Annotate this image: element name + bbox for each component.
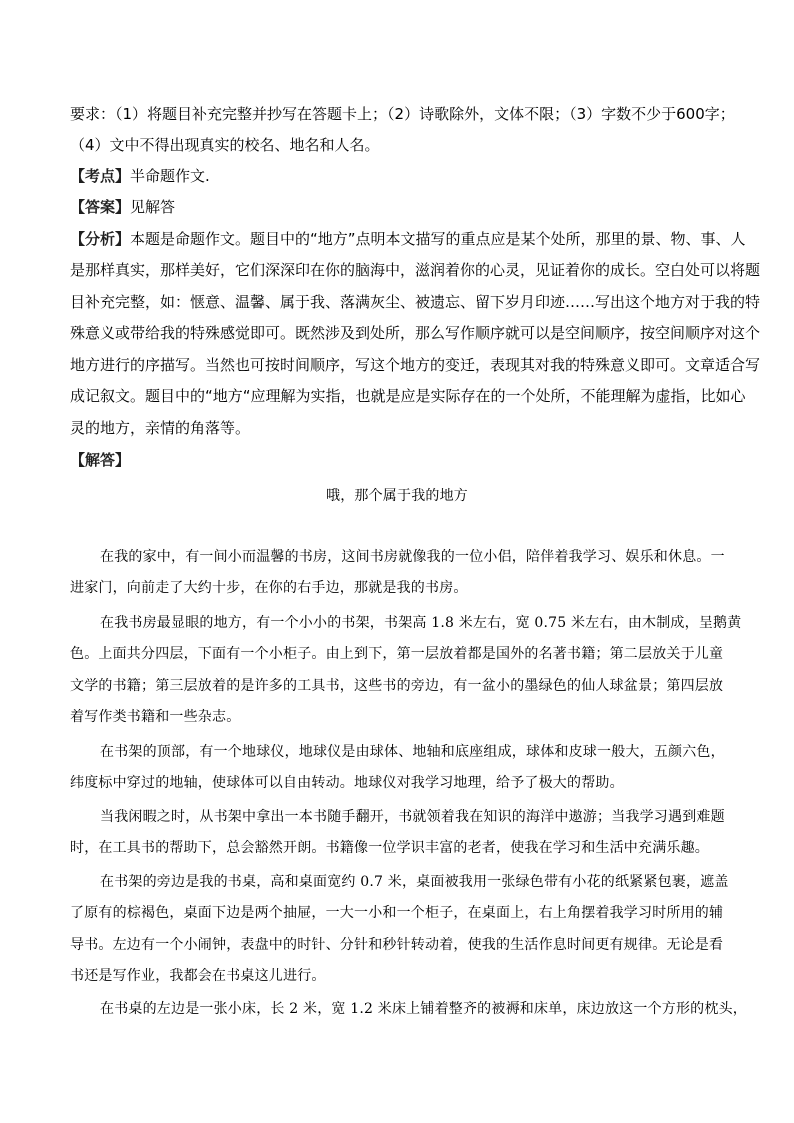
- daan-row: [70, 196, 730, 217]
- essay-title: 哦，那个属于我的地方: [326, 488, 468, 504]
- essay-line: 文学的书籍；第三层放着的是许多的工具书，这些书的旁边，有一盆小的墨绿色的仙人球盆景；第四层放: [70, 678, 724, 694]
- fenxi-text: 本题是命题作文。题目中的“地方”点明本文描写的重点应是某个处所，那里的景、物、事、人: [130, 230, 746, 248]
- kaodian-text: 半命题作文.: [130, 167, 210, 185]
- essay-line: 书还是写作业，我都会在书桌这儿进行。: [70, 968, 326, 984]
- fenxi-line: 灵的地方，亲情的角落等。: [70, 419, 251, 437]
- kaodian-row: [70, 165, 730, 186]
- essay-line: 在我的家中，有一间小而温馨的书房，这间书房就像我的一位小侣，陪伴着我学习、娱乐和休息。一: [100, 549, 725, 565]
- fenxi-label: 【分析】: [70, 230, 131, 248]
- daan-text: 见解答: [130, 198, 176, 216]
- essay-line: 纬度标中穿过的地轴，使球体可以自由转动。地球仪对我学习地理，给予了极大的帮助。: [70, 775, 624, 791]
- jieda-label: 【解答】: [70, 451, 131, 469]
- essay-line: 着写作类书籍和一些杂志。: [70, 709, 241, 725]
- essay-line: 了原有的棕褐色，桌面下边是两个抽屉，一大一小和一个柜子，在桌面上，右上角摆着我学习时所用的辅: [70, 905, 724, 921]
- essay-line: 导书。左边有一个小闹钟，表盘中的时针、分针和秒针转动着，使我的生活作息时间更有规律。无论是看: [70, 937, 724, 953]
- requirements-line-1: 要求：（1）将题目补充完整并抄写在答题卡上；（2）诗歌除外，文体不限；（3）字数不少于600字；: [70, 105, 735, 123]
- fenxi-line: 目补充完整，如：惬意、温馨、属于我、落满灰尘、被遗忘、留下岁月印迹……写出这个地方对于我的特: [70, 293, 761, 311]
- essay-line: 在书架的顶部，有一个地球仪，地球仪是由球体、地轴和底座组成，球体和皮球一般大，五颜六色，: [100, 744, 725, 760]
- kaodian-label: 【考点】: [70, 167, 131, 185]
- essay-line: 在书桌的左边是一张小床，长 2 米，宽 1.2 米床上铺着整齐的被褥和床单，床边放这一个方形的枕头，: [100, 1001, 747, 1017]
- essay-line: 当我闲暇之时，从书架中拿出一本书随手翻开，书就领着我在知识的海洋中遨游；当我学习遇到难题: [100, 809, 725, 825]
- requirements-line-2: （4）文中不得出现真实的校名、地名和人名。: [70, 136, 380, 154]
- essay-line: 进家门，向前走了大约十步，在你的右手边，那就是我的书房。: [70, 580, 468, 596]
- essay-line: 在我书房最显眼的地方，有一个小小的书架，书架高 1.8 米左右，宽 0.75 米左右，由木制成，呈鹅黄: [100, 615, 742, 631]
- essay-line: 色。上面共分四层，下面有一个小柜子。由上到下，第一层放着都是国外的名著书籍；第二层放关于儿童: [70, 646, 724, 662]
- daan-label: 【答案】: [70, 198, 131, 216]
- essay-line: 在书架的旁边是我的书桌，高和桌面宽约 0.7 米，桌面被我用一张绿色带有小花的纸紧紧包裹，遮盖: [100, 874, 729, 890]
- essay-line: 时，在工具书的帮助下，总会豁然开朗。书籍像一位学识丰富的老者，使我在学习和生活中充满乐趣。: [70, 840, 709, 856]
- fenxi-line: 殊意义或带给我的特殊感觉即可。既然涉及到处所，那么写作顺序就可以是空间顺序，按空间顺序对这个: [70, 324, 761, 342]
- fenxi-line: 地方进行的序描写。当然也可按时间顺序，写这个地方的变迁，表现其对我的特殊意义即可。文章适合写: [70, 356, 761, 374]
- fenxi-row-1: [70, 228, 746, 249]
- fenxi-line: 成记叙文。题目中的“地方“应理解为实指，也就是应是实际存在的一个处所，不能理解为虚指，比如心: [70, 387, 746, 405]
- fenxi-line: 是那样真实，那样美好，它们深深印在你的脑海中，滋润着你的心灵，见证着你的成长。空白处可以将题: [70, 261, 761, 279]
